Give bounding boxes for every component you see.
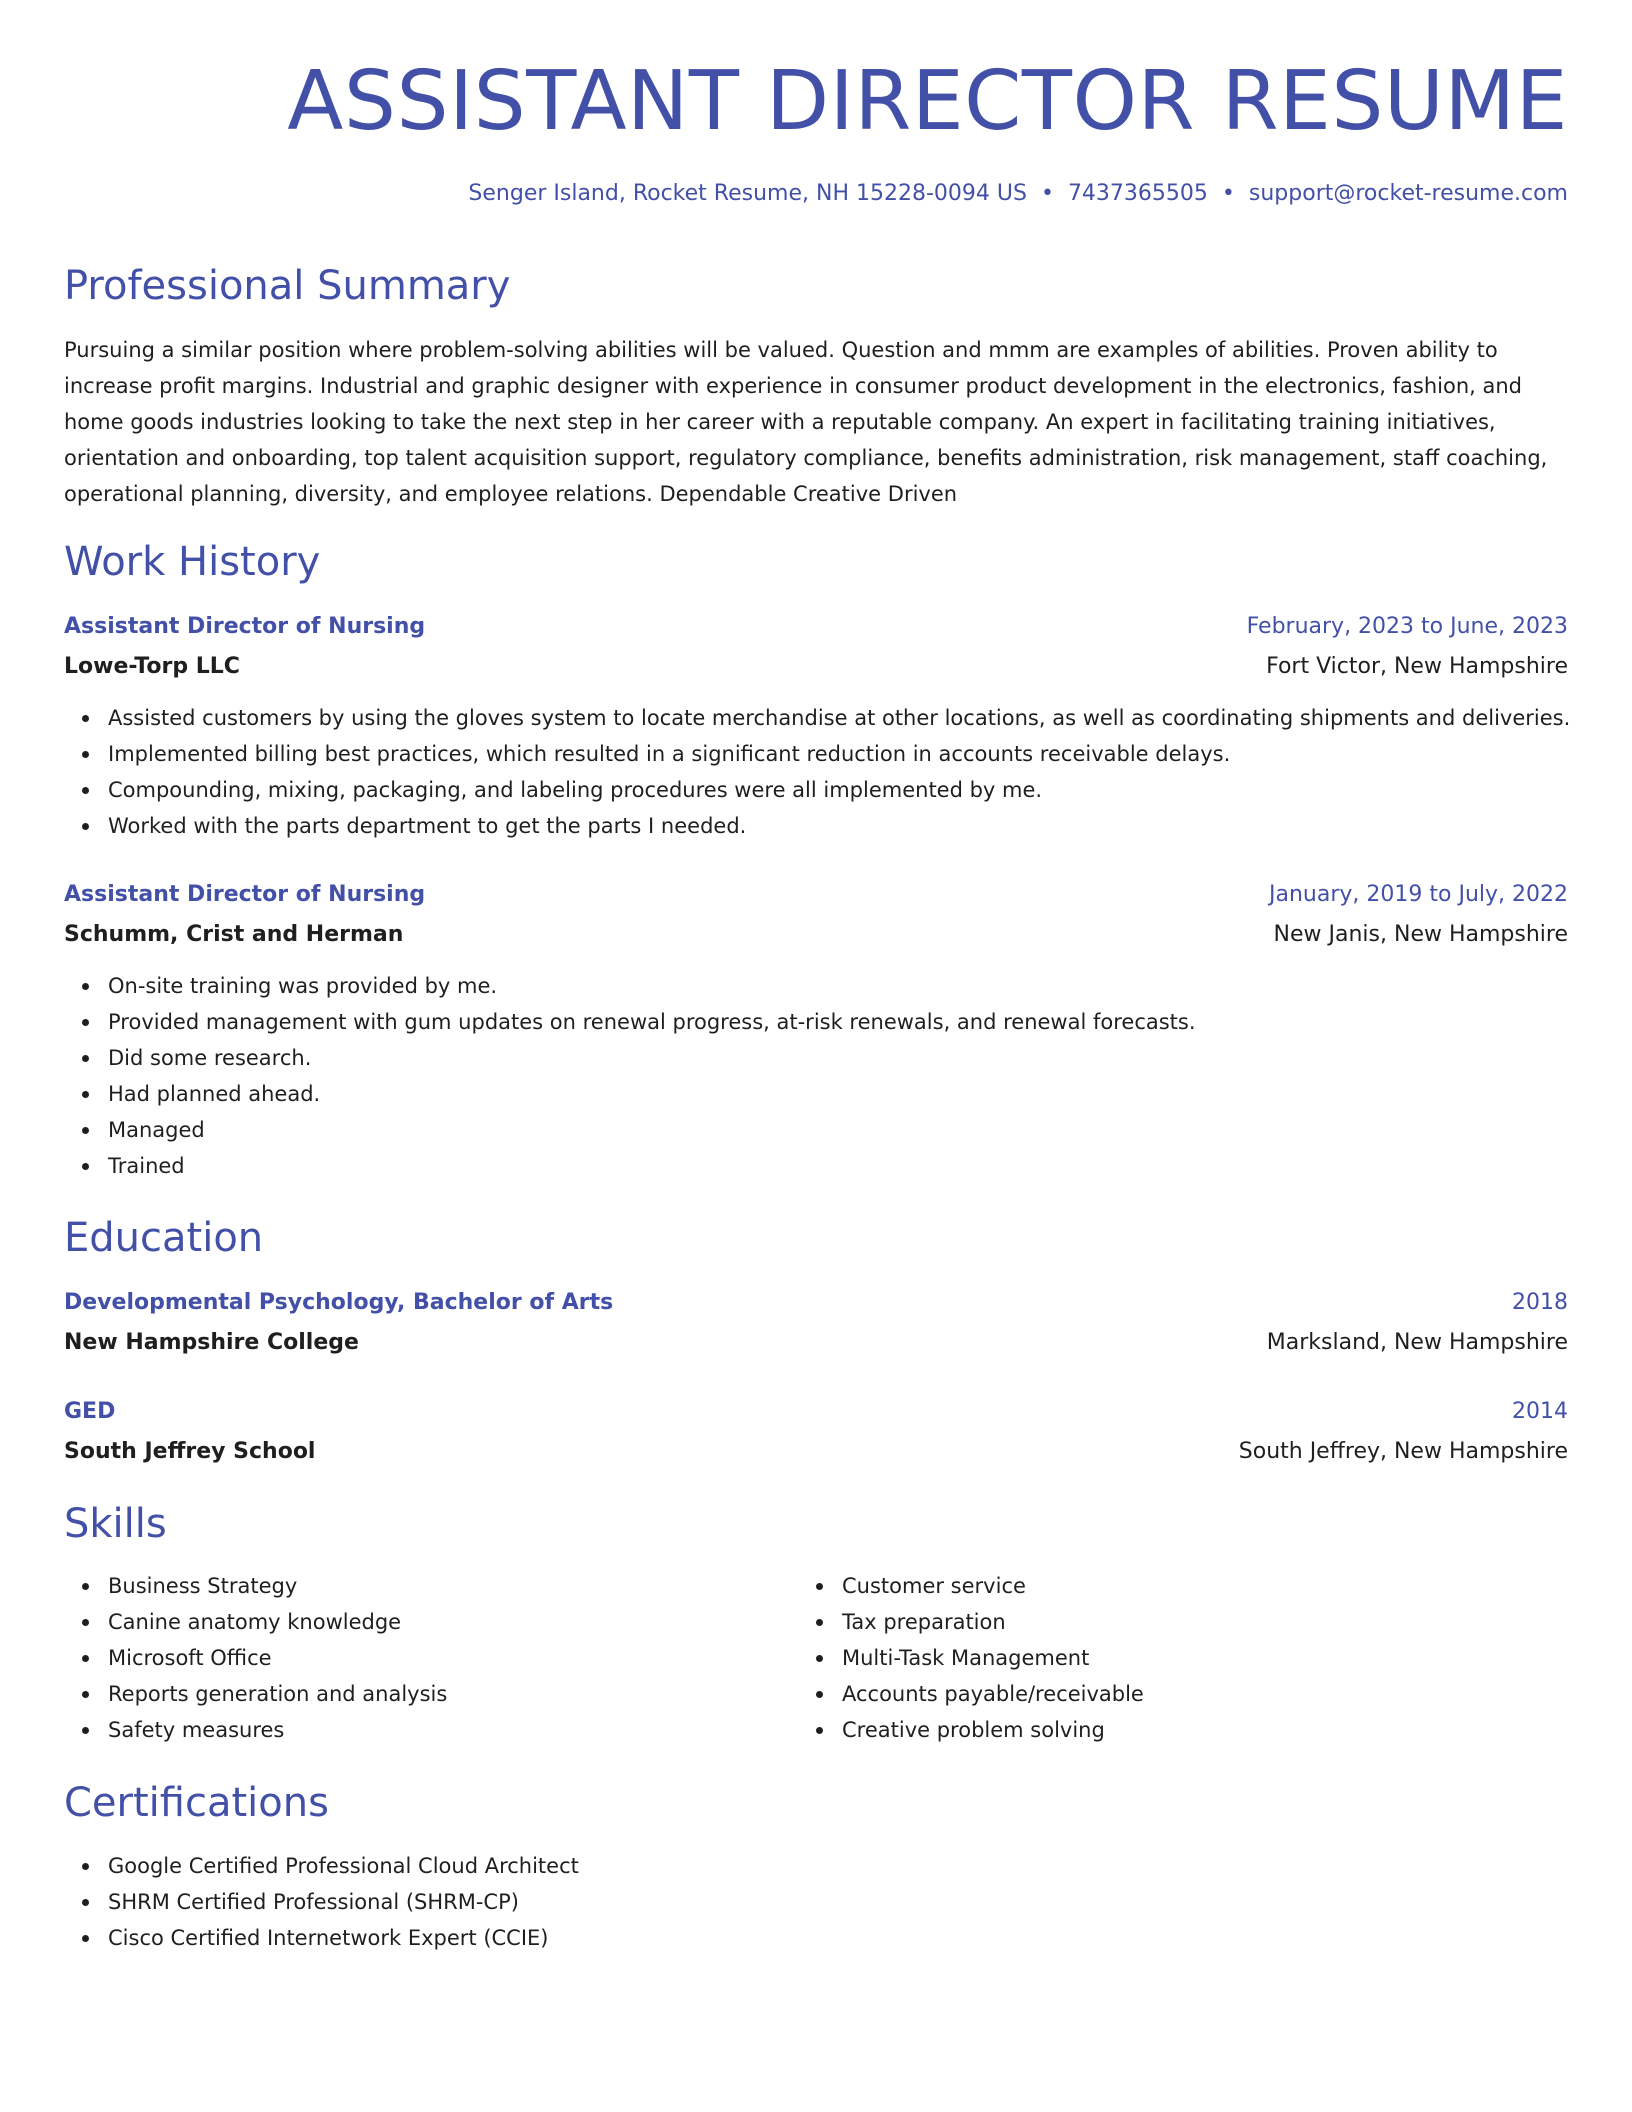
list-item: Worked with the parts department to get the parts I needed. — [108, 808, 1570, 844]
certifications-heading: Certifications — [64, 1780, 329, 1826]
list-item: Had planned ahead. — [108, 1076, 1196, 1112]
graduation-year: 2014 — [1512, 1399, 1568, 1424]
skill-item: Canine anatomy knowledge — [108, 1604, 447, 1640]
certification-item: SHRM Certified Professional (SHRM-CP) — [108, 1884, 579, 1920]
school-name: New Hampshire College — [64, 1330, 359, 1355]
job-company: Schumm, Crist and Herman — [64, 922, 404, 947]
job-title: Assistant Director of Nursing — [64, 614, 426, 639]
certification-item: Cisco Certified Internetwork Expert (CCIE) — [108, 1920, 579, 1956]
list-item: Assisted customers by using the gloves system to locate merchandise at other locations, as well as coordinating shipments and deliveries. — [108, 700, 1570, 736]
skill-item: Business Strategy — [108, 1568, 447, 1604]
job-title: Assistant Director of Nursing — [64, 882, 426, 907]
job-dates: February, 2023 to June, 2023 — [1246, 614, 1568, 639]
graduation-year: 2018 — [1512, 1290, 1568, 1315]
job-dates: January, 2019 to July, 2022 — [1269, 882, 1568, 907]
job-subheader — [64, 920, 1568, 950]
school-location: South Jeffrey, New Hampshire — [1238, 1439, 1568, 1464]
education-subheader — [64, 1328, 1568, 1358]
summary-heading: Professional Summary — [64, 263, 511, 309]
job-subheader — [64, 652, 1568, 682]
education-header — [64, 1397, 1568, 1427]
job-location: New Janis, New Hampshire — [1273, 922, 1568, 947]
summary-text: Pursuing a similar position where problem-solving abilities will be valued. Question and mmm are examples of abilities. Proven ability to increase profit margins. Industrial and graphic designer with experience in consumer product development in the electronics, fashion, and home goods industries looking to take the next step in her career with a reputable company. An expert in facilitating training initiatives, orientation and onboarding, top talent acquisition support, regulatory compliance, benefits administration, risk management, staff coaching, operational planning, diversity, and employee relations. Dependable Creative Driven — [64, 338, 1548, 506]
list-item: Provided management with gum updates on renewal progress, at-risk renewals, and renewal forecasts. — [108, 1004, 1196, 1040]
list-item: Managed — [108, 1112, 1196, 1148]
job-location: Fort Victor, New Hampshire — [1266, 654, 1568, 679]
certification-item: Google Certified Professional Cloud Architect — [108, 1848, 579, 1884]
skill-item: Safety measures — [108, 1712, 447, 1748]
degree: Developmental Psychology, Bachelor of Arts — [64, 1290, 614, 1315]
list-item: Trained — [108, 1148, 1196, 1184]
contact-separator: • — [1040, 181, 1054, 206]
certifications-list — [64, 1848, 579, 1956]
job-bullets — [64, 700, 1570, 844]
skills-list-right — [798, 1568, 1144, 1748]
education-header — [64, 1288, 1568, 1318]
contact-address: Senger Island, Rocket Resume, NH 15228-0094 US — [468, 181, 1027, 206]
list-item: Did some research. — [108, 1040, 1196, 1076]
skill-item: Microsoft Office — [108, 1640, 447, 1676]
job-header — [64, 612, 1568, 642]
skill-item: Reports generation and analysis — [108, 1676, 447, 1712]
school-location: Marksland, New Hampshire — [1266, 1330, 1568, 1355]
contact-phone: 7437365505 — [1067, 181, 1208, 206]
education-subheader — [64, 1437, 1568, 1467]
school-name: South Jeffrey School — [64, 1439, 316, 1464]
skill-item: Creative problem solving — [842, 1712, 1144, 1748]
resume-title: ASSISTANT DIRECTOR RESUME — [287, 54, 1568, 149]
job-bullets — [64, 968, 1196, 1184]
contact-separator: • — [1221, 181, 1235, 206]
contact-email: support@rocket-resume.com — [1248, 181, 1568, 206]
job-header — [64, 880, 1568, 910]
contact-line — [468, 180, 1568, 208]
degree: GED — [64, 1399, 116, 1424]
list-item: Compounding, mixing, packaging, and labeling procedures were all implemented by me. — [108, 772, 1570, 808]
skill-item: Accounts payable/receivable — [842, 1676, 1144, 1712]
skill-item: Multi-Task Management — [842, 1640, 1144, 1676]
education-heading: Education — [64, 1215, 264, 1261]
skill-item: Tax preparation — [842, 1604, 1144, 1640]
list-item: On-site training was provided by me. — [108, 968, 1196, 1004]
job-company: Lowe-Torp LLC — [64, 654, 240, 679]
skills-list-left — [64, 1568, 447, 1748]
skill-item: Customer service — [842, 1568, 1144, 1604]
work-history-heading: Work History — [64, 539, 321, 585]
list-item: Implemented billing best practices, which resulted in a significant reduction in accounts receivable delays. — [108, 736, 1570, 772]
skills-heading: Skills — [64, 1501, 167, 1547]
